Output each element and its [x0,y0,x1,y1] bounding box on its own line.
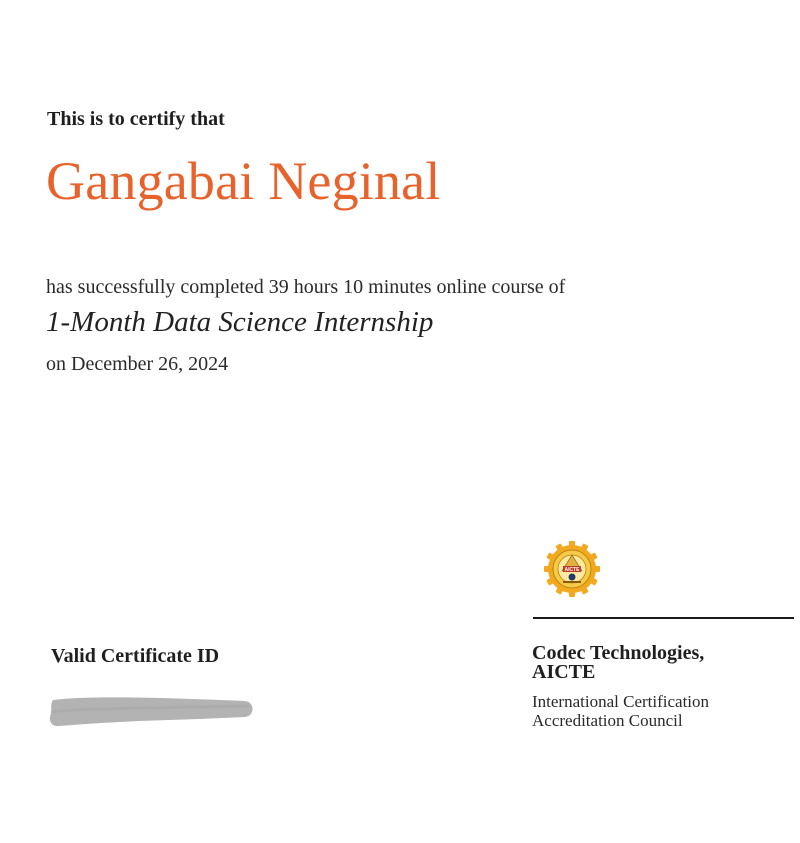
seal-label: AICTE [564,567,580,573]
issuer-full-line1: International Certification [532,692,710,711]
issuer-name-line2: AICTE [532,661,596,683]
issuer-name-line1: Codec Technologies, [532,642,705,664]
completion-statement: has successfully completed 39 hours 10 minutes online course of [46,276,566,298]
signature-line [533,617,794,619]
issuer-name [532,644,772,682]
certify-intro: This is to certify that [47,108,225,130]
certificate-id-label: Valid Certificate ID [51,645,220,667]
certificate-id-redacted [49,692,255,732]
issuer-full-name [532,692,772,730]
completion-date: on December 26, 2024 [46,353,229,375]
aicte-seal-icon [543,540,601,598]
recipient-name: Gangabai Neginal [46,151,441,211]
issuer-full-line2: Accreditation Council [532,711,683,730]
course-title: 1-Month Data Science Internship [46,306,434,338]
